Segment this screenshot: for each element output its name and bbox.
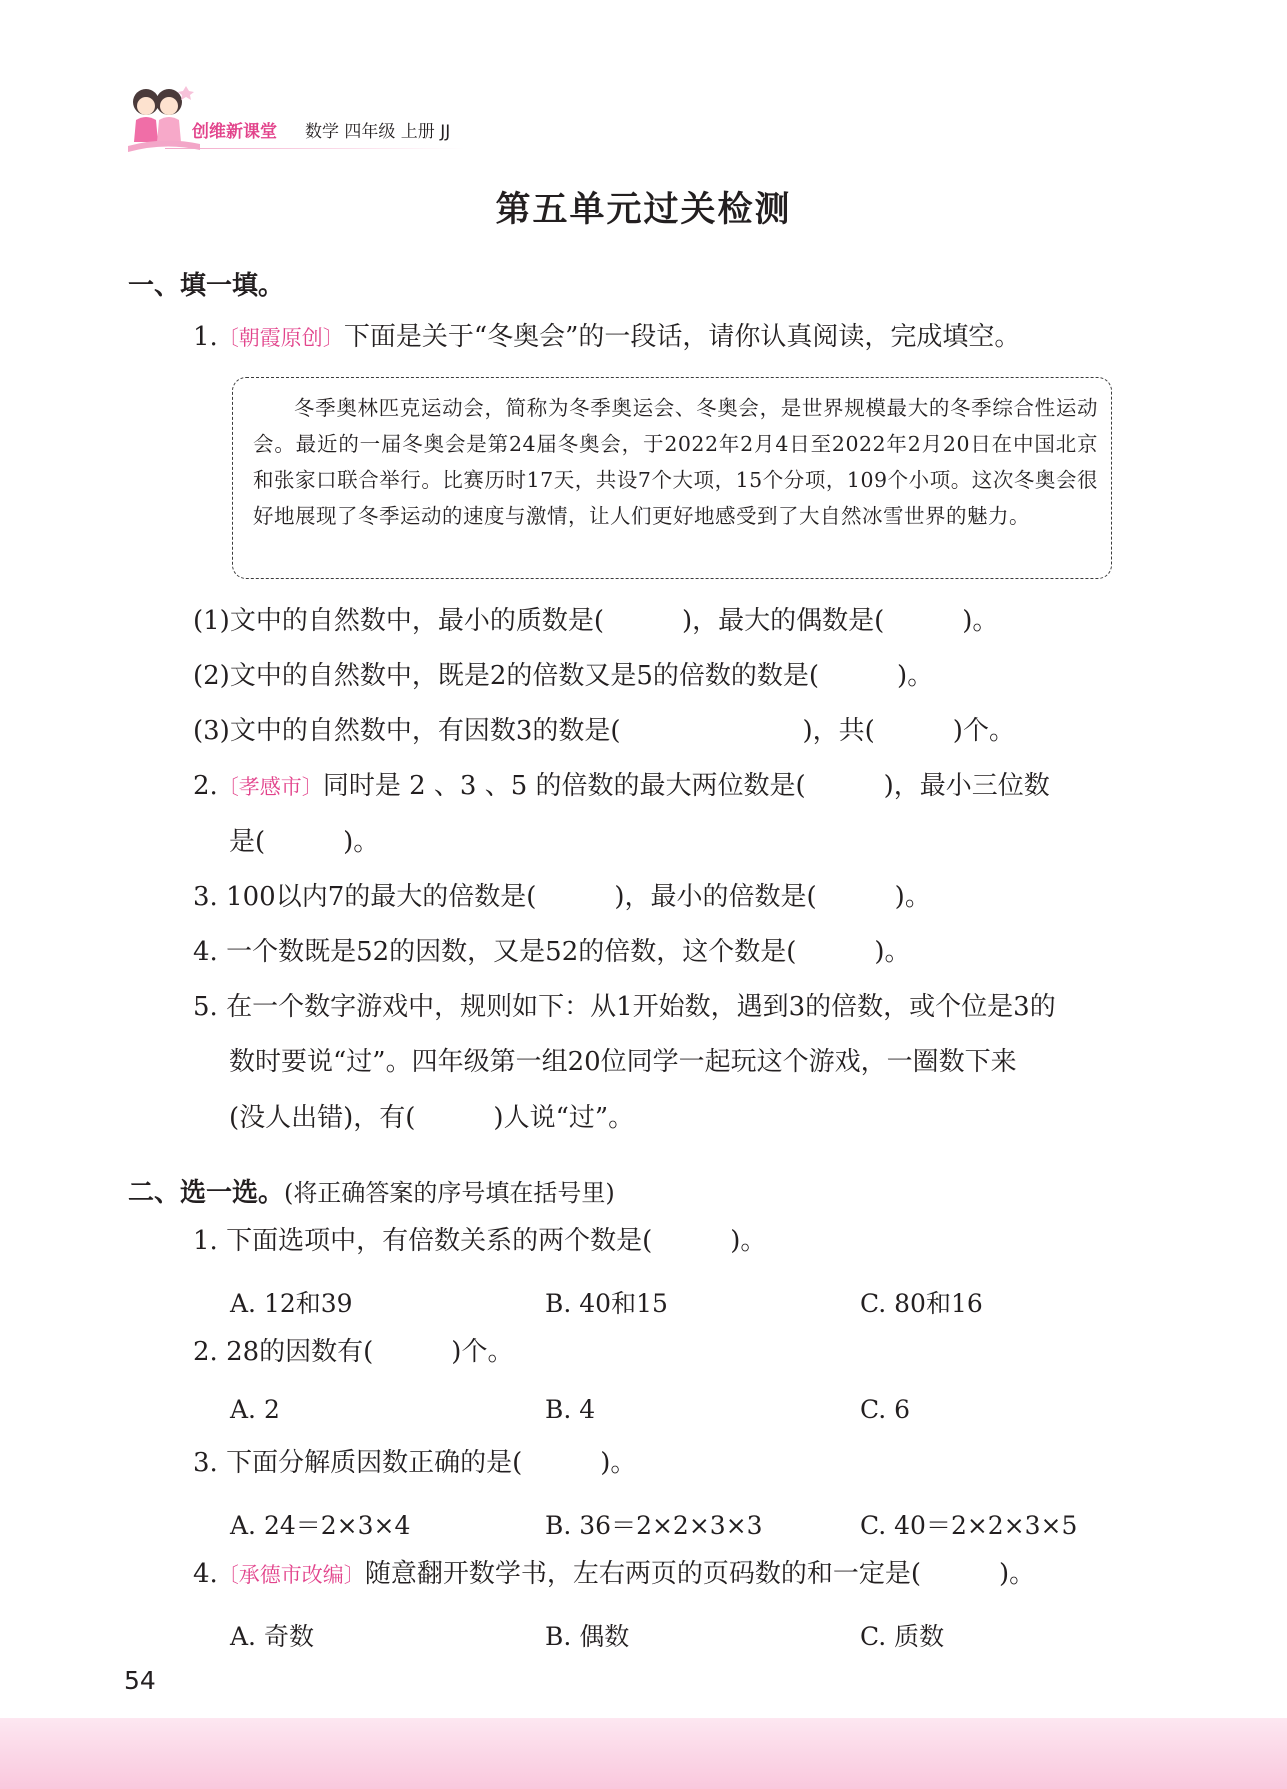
source-tag: 〔朝霞原创〕 <box>217 326 344 350</box>
option-c: C. 质数 <box>860 1622 945 1651</box>
footer-band <box>0 1718 1287 1789</box>
section2-heading <box>128 1172 615 1209</box>
question-1-5: 5. 在一个数字游戏中，规则如下：从1开始数，遇到3的倍数，或个位是3的 <box>193 992 1056 1022</box>
question-2-1: 1. 下面选项中，有倍数关系的两个数是( )。 <box>193 1226 767 1256</box>
passage-box <box>232 377 1112 579</box>
option-b: B. 36＝2×2×3×3 <box>545 1511 763 1540</box>
question-text: 随意翻开数学书，左右两页的页码数的和一定是( )。 <box>364 1559 1036 1589</box>
question-1-2-line2: 是( )。 <box>229 827 380 857</box>
question-number: 2. <box>193 771 218 801</box>
question-1-2 <box>193 773 1050 799</box>
question-2-4 <box>193 1561 1035 1587</box>
question-1-3: 3. 100以内7的最大的倍数是( )，最小的倍数是( )。 <box>193 882 931 912</box>
option-c: C. 6 <box>860 1395 911 1424</box>
header-subject: 数学 四年级 上册 JJ <box>305 122 451 142</box>
question-1-1-sub2: (2)文中的自然数中，既是2的倍数又是5的倍数的数是( )。 <box>193 661 934 691</box>
question-1-1-sub3: (3)文中的自然数中，有因数3的数是( )，共( )个。 <box>193 716 1015 746</box>
question-1-5-line2: 数时要说“过”。四年级第一组20位同学一起玩这个游戏，一圈数下来 <box>229 1047 1017 1077</box>
option-b: B. 40和15 <box>545 1289 668 1318</box>
question-text: 同时是 2 、3 、5 的倍数的最大两位数是( )，最小三位数 <box>322 771 1050 801</box>
question-2-3: 3. 下面分解质因数正确的是( )。 <box>193 1448 637 1478</box>
question-text: 下面是关于“冬奥会”的一段话，请你认真阅读，完成填空。 <box>343 322 1021 352</box>
option-c: C. 80和16 <box>860 1289 983 1318</box>
header-brand: 创维新课堂 <box>192 122 277 142</box>
option-b: B. 偶数 <box>545 1622 630 1651</box>
section2-note: (将正确答案的序号填在括号里) <box>284 1179 615 1207</box>
source-tag: 〔孝感市〕 <box>217 775 323 799</box>
header-divider <box>165 148 465 149</box>
section1-heading: 一、填一填。 <box>128 271 285 301</box>
question-1-1 <box>193 324 1020 350</box>
page-title: 第五单元过关检测 <box>495 190 792 230</box>
question-1-5-line3: (没人出错)，有( )人说“过”。 <box>229 1103 635 1133</box>
passage-text: 冬季奥林匹克运动会，简称为冬季奥运会、冬奥会，是世界规模最大的冬季综合性运动会。最近的一届冬奥会是第24届冬奥会，于2022年2月4日至2022年2月20日在中国北京和张家口联合举行。比赛历时17天，共设7个大项，15个分项，109个小项。这次冬奥会很好地展现了冬季运动的速度与激情，让人们更好地感受到了大自然冰雪世界的魅力。 <box>253 396 1098 528</box>
option-c: C. 40＝2×2×3×5 <box>860 1511 1078 1540</box>
question-1-4: 4. 一个数既是52的因数，又是52的倍数，这个数是( )。 <box>193 937 911 967</box>
section2-title: 二、选一选。 <box>128 1178 285 1208</box>
question-1-1-sub1: (1)文中的自然数中，最小的质数是( )，最大的偶数是( )。 <box>193 606 999 636</box>
option-a: A. 2 <box>230 1395 280 1424</box>
page-number: 54 <box>124 1666 156 1695</box>
question-number: 1. <box>193 322 218 352</box>
question-number: 4. <box>193 1559 218 1589</box>
source-tag: 〔承德市改编〕 <box>217 1563 365 1587</box>
question-2-2: 2. 28的因数有( )个。 <box>193 1337 514 1367</box>
option-a: A. 12和39 <box>230 1289 353 1318</box>
option-a: A. 24＝2×3×4 <box>230 1511 411 1540</box>
option-a: A. 奇数 <box>230 1622 314 1651</box>
option-b: B. 4 <box>545 1395 596 1424</box>
